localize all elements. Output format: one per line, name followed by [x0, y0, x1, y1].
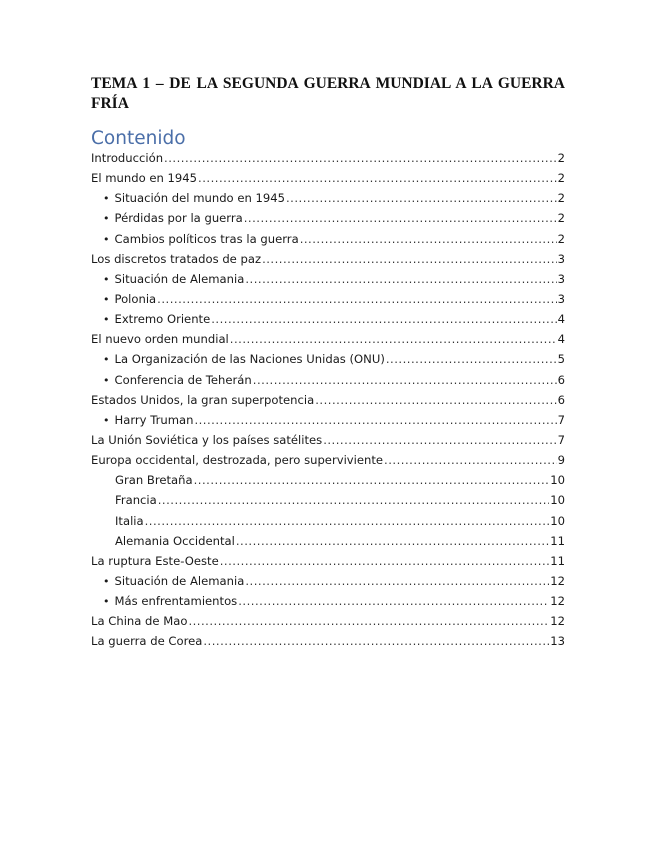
dot-leader: [158, 493, 549, 507]
toc-entry-label: La Organización de las Naciones Unidas (ONU): [114, 352, 385, 367]
bullet-icon: •: [103, 192, 110, 206]
dot-leader: [211, 312, 556, 326]
toc-entry-label: El nuevo orden mundial: [91, 332, 229, 347]
toc-entry-label: Alemania Occidental: [115, 533, 235, 548]
toc-entry-page-number: 4: [557, 332, 565, 347]
toc-entry-page-number: 11: [550, 553, 565, 568]
bullet-icon: •: [103, 413, 110, 427]
toc-heading: Contenido: [91, 128, 186, 149]
table-of-contents: [91, 151, 565, 655]
toc-entry-page-number: 13: [550, 634, 565, 649]
toc-entry[interactable]: [91, 534, 565, 554]
toc-entry-page-number: 7: [557, 432, 565, 447]
dot-leader: [238, 594, 549, 608]
toc-entry-page-number: 5: [557, 352, 565, 367]
toc-entry[interactable]: [91, 473, 565, 493]
toc-entry-label: Más enfrentamientos: [114, 594, 238, 609]
toc-entry-label: La guerra de Corea: [91, 634, 203, 649]
bullet-icon: •: [103, 574, 110, 588]
toc-entry-page-number: 10: [550, 473, 565, 488]
toc-entry[interactable]: [91, 433, 565, 453]
toc-entry-label: Estados Unidos, la gran superpotencia: [91, 392, 315, 407]
dot-leader: [384, 453, 557, 467]
toc-entry-page-number: 6: [557, 372, 565, 387]
toc-entry-page-number: 2: [557, 211, 565, 226]
bullet-icon: •: [103, 353, 110, 367]
dot-leader: [286, 191, 557, 205]
toc-entry[interactable]: [91, 493, 565, 513]
toc-entry[interactable]: [91, 614, 565, 634]
toc-entry-label: El mundo en 1945: [91, 171, 198, 186]
toc-entry-page-number: 7: [557, 412, 565, 427]
document-title: TEMA 1 – DE LA SEGUNDA GUERRA MUNDIAL A LA GUERRA FRÍA: [91, 75, 565, 112]
toc-entry[interactable]: [91, 413, 565, 433]
toc-entry-page-number: 2: [557, 171, 565, 186]
toc-entry-label: Polonia: [114, 291, 157, 306]
toc-entry[interactable]: [91, 252, 565, 272]
toc-entry-page-number: 10: [550, 493, 565, 508]
toc-entry[interactable]: [91, 453, 565, 473]
toc-entry-page-number: 12: [550, 594, 565, 609]
dot-leader: [164, 151, 557, 165]
dot-leader: [245, 272, 556, 286]
toc-entry-page-number: 2: [557, 151, 565, 165]
dot-leader: [236, 534, 549, 548]
toc-entry[interactable]: [91, 554, 565, 574]
toc-entry-page-number: 9: [557, 453, 565, 468]
dot-leader: [203, 634, 549, 648]
toc-entry-label: Harry Truman: [114, 412, 194, 427]
toc-entry-label: Situación de Alemania: [114, 573, 245, 588]
toc-entry[interactable]: [91, 292, 565, 312]
toc-entry-label: La China de Mao: [91, 614, 188, 629]
toc-entry[interactable]: [91, 393, 565, 413]
toc-entry-label: Conferencia de Teherán: [114, 372, 252, 387]
toc-entry-label: Francia: [115, 493, 157, 508]
dot-leader: [300, 232, 557, 246]
toc-entry-label: Situación de Alemania: [114, 271, 245, 286]
dot-leader: [262, 252, 557, 266]
bullet-icon: •: [103, 292, 110, 306]
toc-entry[interactable]: [91, 171, 565, 191]
toc-entry-page-number: 4: [557, 312, 565, 327]
bullet-icon: •: [103, 272, 110, 286]
toc-entry-page-number: 3: [557, 271, 565, 286]
toc-entry-label: Cambios políticos tras la guerra: [114, 231, 299, 246]
toc-entry-page-number: 2: [557, 191, 565, 206]
dot-leader: [220, 554, 550, 568]
toc-entry-label: Europa occidental, destrozada, pero superviviente: [91, 453, 384, 468]
toc-entry[interactable]: [91, 232, 565, 252]
toc-entry-page-number: 12: [550, 573, 565, 588]
toc-entry[interactable]: [91, 151, 565, 171]
dot-leader: [245, 574, 549, 588]
dot-leader: [323, 433, 556, 447]
toc-entry[interactable]: [91, 272, 565, 292]
toc-entry-label: Extremo Oriente: [114, 312, 211, 327]
toc-entry[interactable]: [91, 312, 565, 332]
bullet-icon: •: [103, 373, 110, 387]
toc-entry[interactable]: [91, 574, 565, 594]
toc-entry[interactable]: [91, 634, 565, 654]
toc-entry-page-number: 2: [557, 231, 565, 246]
toc-entry-label: La Unión Soviética y los países satélites: [91, 432, 323, 447]
dot-leader: [315, 393, 556, 407]
dot-leader: [198, 171, 557, 185]
toc-entry-page-number: 3: [557, 291, 565, 306]
toc-entry-label: Los discretos tratados de paz: [91, 251, 262, 266]
dot-leader: [194, 413, 556, 427]
toc-entry[interactable]: [91, 514, 565, 534]
dot-leader: [145, 514, 550, 528]
bullet-icon: •: [103, 595, 110, 609]
toc-entry-label: La ruptura Este-Oeste: [91, 553, 219, 568]
bullet-icon: •: [103, 212, 110, 226]
toc-entry[interactable]: [91, 332, 565, 352]
bullet-icon: •: [103, 232, 110, 246]
dot-leader: [244, 211, 557, 225]
dot-leader: [194, 473, 550, 487]
bullet-icon: •: [103, 313, 110, 327]
toc-entry-label: Situación del mundo en 1945: [114, 191, 285, 206]
toc-entry[interactable]: [91, 594, 565, 614]
dot-leader: [253, 373, 557, 387]
dot-leader: [188, 614, 549, 628]
dot-leader: [386, 352, 557, 366]
document-page: [91, 74, 565, 655]
toc-entry-label: Introducción: [91, 151, 164, 165]
dot-leader: [157, 292, 556, 306]
toc-entry[interactable]: [91, 373, 565, 393]
dot-leader: [230, 332, 557, 346]
toc-entry[interactable]: [91, 211, 565, 231]
toc-entry-label: Italia: [115, 513, 144, 528]
toc-entry-page-number: 6: [557, 392, 565, 407]
toc-entry-page-number: 10: [550, 513, 565, 528]
toc-entry-page-number: 12: [550, 614, 565, 629]
toc-entry-page-number: 11: [550, 533, 565, 548]
toc-entry-page-number: 3: [557, 251, 565, 266]
toc-entry[interactable]: [91, 191, 565, 211]
toc-entry[interactable]: [91, 352, 565, 372]
toc-entry-label: Gran Bretaña: [115, 473, 193, 488]
toc-entry-label: Pérdidas por la guerra: [114, 211, 243, 226]
